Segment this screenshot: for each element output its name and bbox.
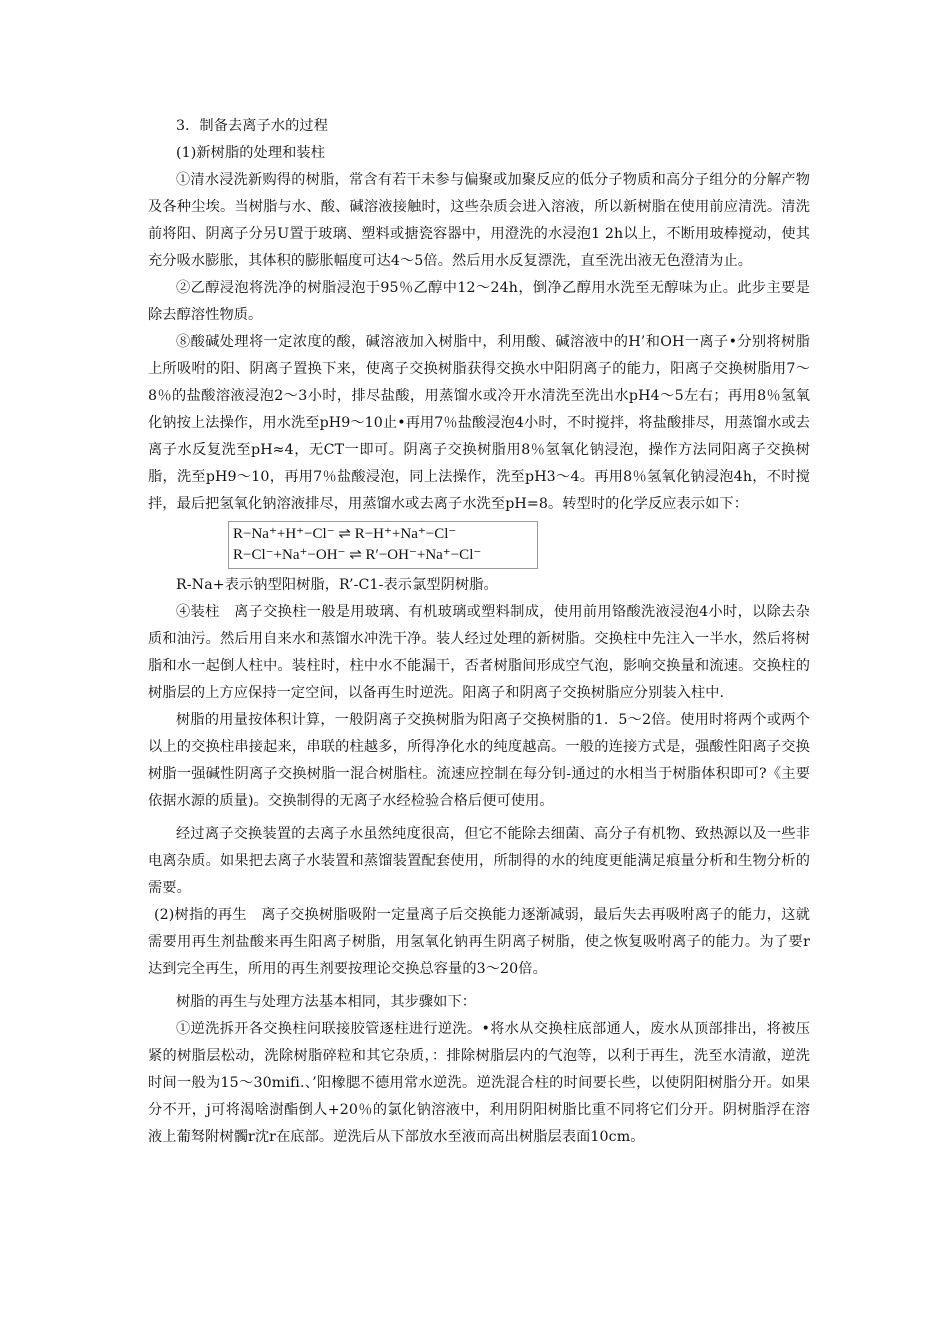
document-body <box>148 113 810 1151</box>
section-heading: 3．制备去离子水的过程 <box>176 118 329 134</box>
paragraph-backwash: ①逆洗拆开各交换柱问联接胶管逐柱进行逆洗。•将水从交换柱底部通人，废水从顶部排出，将被压紧的树脂层松动，洗除树脂碎粒和其它杂质，：排除树脂层内的气泡等，以利于再生，洗至水清澈，逆洗时间一般为15～30mifi.、’阳橡腮不德用常水逆洗。逆洗混合柱的时间要长些，以使阴阳树脂分开。如果分不开，j可将渴啥澍酯倒人+20％的氯化钠溶液中，利用阴阳树脂比重不同将它们分开。阴树脂浮在溶液上葡驽附树髑r沈r在底部。逆洗后从下部放水至液而高出树脂层表面10cm。 <box>148 1021 810 1145</box>
subsection-heading-resin-treatment: (1)新树脂的处理和装柱 <box>176 145 325 161</box>
paragraph-regeneration-steps-intro: 树脂的再生与处理方法基本相同，其步骤如下： <box>176 994 477 1010</box>
paragraph-formula-legend: R-Na+表示钠型阳树脂，R’-C1-表示氯型阴树脂。 <box>176 577 498 593</box>
reaction-formula-line-1: R−Na⁺+H⁺−Cl⁻ ⇌ R−H⁺+Na⁺−Cl⁻ <box>233 526 457 542</box>
reaction-formula-line-2: R−Cl⁻+Na⁺−OH⁻ ⇌ R′−OH⁻+Na⁺−Cl⁻ <box>233 547 482 563</box>
paragraph-water-soak: ①清水浸洗新购得的树脂，常含有若干未参与偏聚或加聚反应的低分子物质和高分子组分的分解产物及各种尘埃。当树脂与水、酸、碱溶液接触时，这些杂质会进入溶液，所以新树脂在使用前应清洗。清洗前将阳、阴离子分另U置于玻璃、塑料或搪瓷容器中，用澄洗的水浸泡1 2h以上，不断用玻棒搅动，使其充分吸水膨胀，其体积的膨胀幅度可达4～5倍。然后用水反复漂洗，直至洗出液无色澄清为止。 <box>148 172 810 269</box>
paragraph-ethanol-soak: ②乙醇浸泡将洗净的树脂浸泡于95％乙醇中12～24h，倒净乙醇用水洗至无醇味为止。此步主要是除去醇溶性物质。 <box>148 280 810 323</box>
reaction-formula-box <box>228 521 538 569</box>
paragraph-acid-base-treatment: ⑧酸碱处理将一定浓度的酸，碱溶液加入树脂中，利用酸、碱溶液中的H’和OH一离子•分别将树脂上所吸咐的阳、阴离子置换下来，使离子交换树脂获得交换水中阳阴离子的能力，阳离子交换树脂用7～8％的盐酸溶液浸泡2～3小时，排尽盐酸，用蒸馏水或冷开水清洗至洗出水pH4～5左右；再用8％氢氧化钠按上法操作，用水洗至pH9～10止•再用7％盐酸浸泡4小时，不时搅拌，将盐酸排尽，用蒸馏水或去离子水反复洗至pH≈4，无CT一即可。阴离子交换树脂用8％氢氧化钠浸泡，操作方法同阳离子交换树脂，洗至pH9～10，再用7％盐酸浸泡，同上法操作，洗至pH3～4。再用8％氢氧化钠浸泡4h，不时搅拌，最后把氢氧化钠溶液排尽，用蒸馏水或去离子水洗至pH=8。转型时的化学反应表示如下： <box>148 334 810 512</box>
paragraph-deionized-water-limits: 经过离子交换装置的去离子水虽然纯度很高，但它不能除去细菌、高分子有机物、致热源以及一些非电离杂质。如果把去离子水装置和蒸馏装置配套使用，所制得的水的纯度更能满足痕量分析和生物分析的需要。 <box>148 826 810 896</box>
paragraph-column-packing: ④装柱 离子交换柱一般是用玻璃、有机玻璃或塑料制成，使用前用铬酸洗液浸泡4小时，以除去杂质和油污。然后用自来水和蒸馏水冲洗干净。装人经过处理的新树脂。交换柱中先注入一半水，然后将树脂和水一起倒人柱中。装柱时，柱中水不能漏干，否者树脂间形成空气泡，影响交换量和流速。交换柱的树脂层的上方应保持一定空间，以备再生时逆洗。阳离子和阴离子交换树脂应分别装入柱中. <box>148 604 810 701</box>
paragraph-resin-amount: 树脂的用量按体积计算，一般阴离子交换树脂为阳离子交换树脂的1．5～2倍。使用时将两个或两个以上的交换柱串接起来，串联的柱越多，所得净化水的纯度越高。一般的连接方式是，强酸性阳离子交换树脂一强碱性阴离子交换树脂一混合树脂柱。流速应控制在每分钊-通过的水相当于树脂体积即可?《主要依据水源的质量)。交换制得的无离子水经检验合格后便可使用。 <box>148 712 810 809</box>
paragraph-resin-regeneration: (2)树指的再生 离子交换树脂吸附一定量离子后交换能力逐渐减弱，最后失去再吸咐离子的能力，这就需要用再生剂盐酸来再生阳离子树脂，用氢氧化钠再生阴离子树脂，使之恢复吸咐离子的能力。为了要r达到完全再生，所用的再生剂要按理论交换总容量的3～20倍。 <box>148 907 810 977</box>
